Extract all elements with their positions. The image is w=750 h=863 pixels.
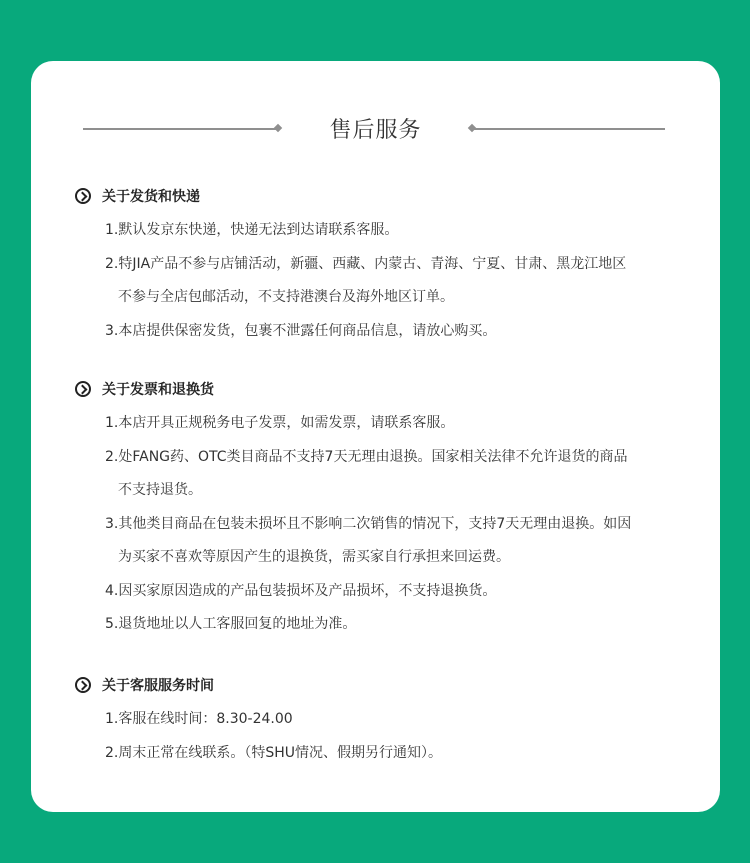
list-item-continuation: 为买家不喜欢等原因产生的退换货，需买家自行承担来回运费。 <box>118 549 510 565</box>
list-item: 3.其他类目商品在包装未损坏且不影响二次销售的情况下，支持7天无理由退换。如因 <box>105 516 632 532</box>
list-item-continuation: 不支持退货。 <box>118 482 202 498</box>
arrow-circle-icon <box>75 188 91 204</box>
list-item: 3.本店提供保密发货，包裹不泄露任何商品信息，请放心购买。 <box>105 323 497 339</box>
arrow-circle-icon <box>75 677 91 693</box>
title-banner <box>31 61 720 201</box>
list-item: 2.处FANG药、OTC类目商品不支持7天无理由退换。国家相关法律不允许退货的商品 <box>105 449 628 465</box>
list-item: 2.特JIA产品不参与店铺活动，新疆、西藏、内蒙古、青海、宁夏、甘肃、黑龙江地区 <box>105 256 627 272</box>
after-sales-card <box>31 61 720 812</box>
arrow-circle-icon <box>75 381 91 397</box>
title-divider-right <box>472 128 665 130</box>
section-heading <box>75 185 200 207</box>
section-heading <box>75 674 214 696</box>
list-item: 1.默认发京东快递，快递无法到达请联系客服。 <box>105 222 399 238</box>
section-title: 关于客服服务时间 <box>102 678 214 694</box>
list-item: 4.因买家原因造成的产品包装损坏及产品损坏，不支持退换货。 <box>105 583 497 599</box>
list-item: 5.退货地址以人工客服回复的地址为准。 <box>105 616 357 632</box>
page-title: 售后服务 <box>329 118 422 143</box>
list-item: 1.本店开具正规税务电子发票，如需发票，请联系客服。 <box>105 415 455 431</box>
section-title: 关于发票和退换货 <box>102 382 214 398</box>
list-item-continuation: 不参与全店包邮活动，不支持港澳台及海外地区订单。 <box>118 289 454 305</box>
list-item: 2.周末正常在线联系。（特SHU情况、假期另行通知）。 <box>105 745 443 761</box>
section-heading <box>75 378 214 400</box>
section-title: 关于发货和快递 <box>102 189 200 205</box>
list-item: 1.客服在线时间：8.30-24.00 <box>105 711 293 727</box>
